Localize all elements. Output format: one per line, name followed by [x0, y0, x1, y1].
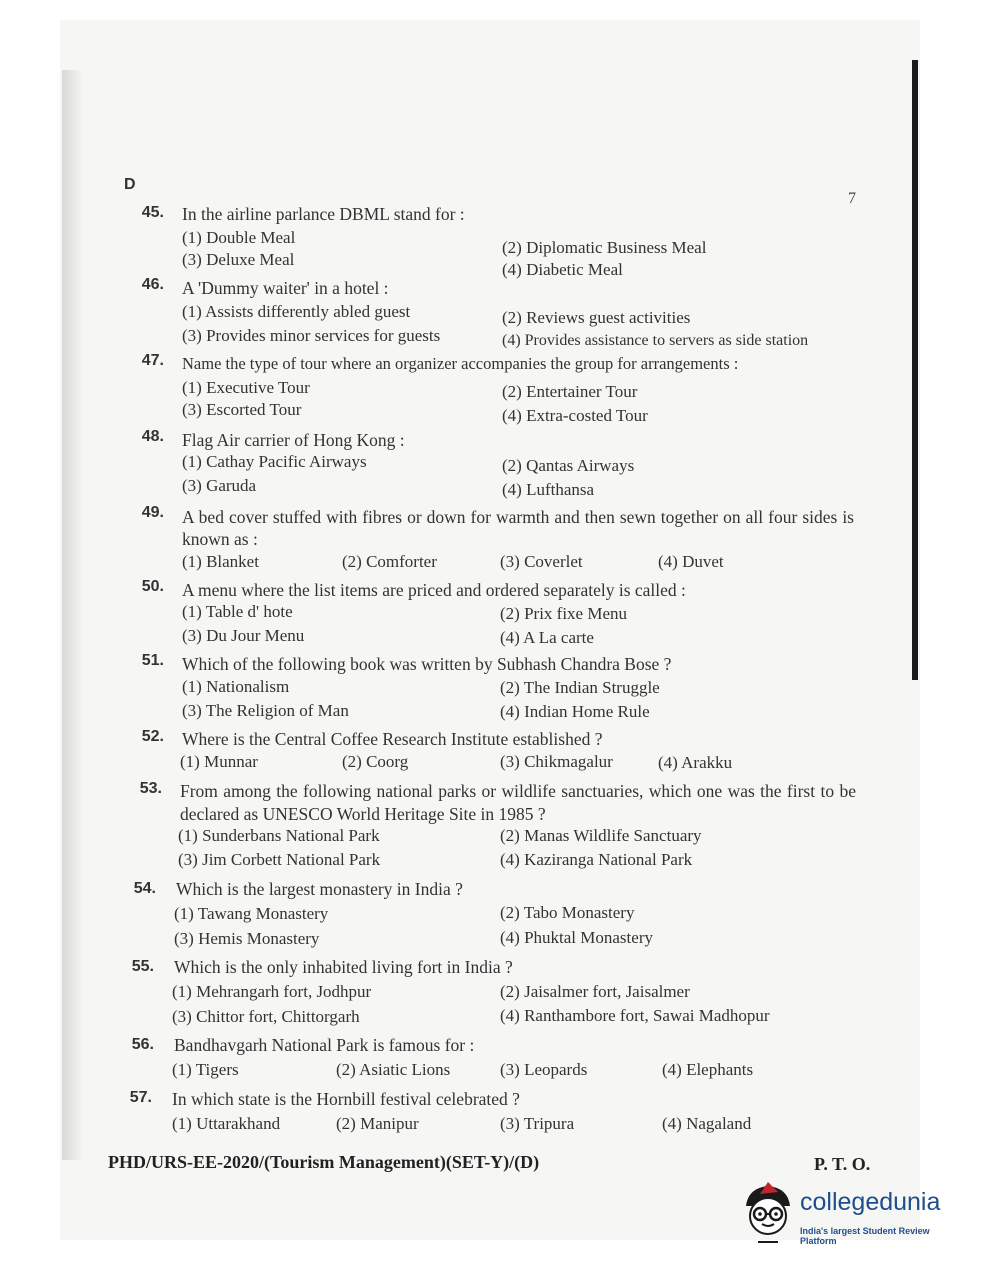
- option: (3) Tripura: [500, 1114, 575, 1133]
- option: (3) Hemis Monastery: [174, 929, 320, 948]
- question-text: Which is the largest monastery in India ?: [176, 879, 463, 899]
- option: (3) Provides minor services for guests: [182, 326, 441, 345]
- option: (3) Chikmagalur: [500, 752, 613, 771]
- question-text: Which is the only inhabited living fort in India ?: [174, 957, 513, 977]
- logo-wordmark: collegedunia: [800, 1188, 941, 1216]
- option: (4) Indian Home Rule: [500, 702, 650, 721]
- option: (4) Lufthansa: [502, 480, 595, 499]
- question-number: 52.: [141, 728, 164, 745]
- question-number: 53.: [139, 780, 162, 797]
- option: (2) Qantas Airways: [502, 456, 635, 475]
- question-number: 54.: [133, 880, 156, 897]
- question-text: Bandhavgarh National Park is famous for :: [174, 1035, 475, 1055]
- question-text: A menu where the list items are priced and ordered separately is called :: [182, 580, 686, 600]
- option: (4) A La carte: [500, 628, 594, 647]
- option: (4) Diabetic Meal: [502, 260, 623, 279]
- option: (3) Coverlet: [500, 552, 583, 571]
- option: (1) Assists differently abled guest: [182, 302, 411, 321]
- collegedunia-logo: [738, 1180, 968, 1250]
- option: (1) Executive Tour: [182, 378, 310, 397]
- option: (2) The Indian Struggle: [500, 678, 660, 697]
- option: (3) Leopards: [500, 1060, 588, 1079]
- option: (1) Munnar: [180, 752, 258, 771]
- question-number: 55.: [131, 958, 154, 975]
- option: (1) Double Meal: [182, 228, 296, 247]
- option: (4) Duvet: [658, 552, 724, 571]
- question-text: Flag Air carrier of Hong Kong :: [182, 430, 405, 450]
- option: (3) Du Jour Menu: [182, 626, 305, 645]
- option: (3) Jim Corbett National Park: [178, 850, 381, 869]
- option: (1) Tigers: [172, 1060, 239, 1079]
- option: (2) Tabo Monastery: [500, 903, 635, 922]
- mascot-icon: [738, 1180, 798, 1246]
- option: (2) Reviews guest activities: [502, 308, 691, 327]
- option: (4) Extra-costed Tour: [502, 406, 648, 425]
- option: (4) Nagaland: [662, 1114, 752, 1133]
- option: (2) Asiatic Lions: [336, 1060, 451, 1079]
- question-number: 49.: [141, 504, 164, 521]
- option: (2) Coorg: [342, 752, 409, 771]
- option: (3) Chittor fort, Chittorgarh: [172, 1007, 360, 1026]
- option: (1) Uttarakhand: [172, 1114, 281, 1133]
- question-number: 56.: [131, 1036, 154, 1053]
- exam-code: PHD/URS-EE-2020/(Tourism Management)(SET-Y)/(D): [108, 1152, 540, 1172]
- logo-tagline: India's largest Student Review Platform: [800, 1226, 930, 1246]
- option: (2) Prix fixe Menu: [500, 604, 628, 623]
- question-number: 50.: [141, 578, 164, 595]
- option: (1) Blanket: [182, 552, 259, 571]
- question-text: In the airline parlance DBML stand for :: [182, 204, 465, 224]
- option: (2) Jaisalmer fort, Jaisalmer: [500, 982, 690, 1001]
- scan-edge: [912, 60, 918, 680]
- option: (1) Cathay Pacific Airways: [182, 452, 367, 471]
- question-number: 45.: [141, 204, 164, 221]
- option: (1) Sunderbans National Park: [178, 826, 380, 845]
- question-text: A 'Dummy waiter' in a hotel :: [182, 278, 389, 298]
- option: (3) The Religion of Man: [182, 701, 349, 720]
- option: (1) Mehrangarh fort, Jodhpur: [172, 982, 372, 1001]
- option: (4) Kaziranga National Park: [500, 850, 693, 869]
- option: (4) Ranthambore fort, Sawai Madhopur: [500, 1006, 770, 1025]
- option: (1) Tawang Monastery: [174, 904, 329, 923]
- option: (3) Deluxe Meal: [182, 250, 295, 269]
- question-number: 46.: [141, 276, 164, 293]
- option: (2) Manipur: [336, 1114, 419, 1133]
- option: (4) Arakku: [658, 753, 733, 772]
- question-number: 48.: [141, 428, 164, 445]
- option: (3) Escorted Tour: [182, 400, 302, 419]
- option: (2) Entertainer Tour: [502, 382, 638, 401]
- question-text: From among the following national parks or wildlife sanctuaries, which one was the first to be declared as UNESCO World Heritage Site in 1985 ?: [180, 781, 856, 824]
- question-number: 57.: [129, 1089, 152, 1106]
- option: (2) Comforter: [342, 552, 437, 571]
- question-text: Name the type of tour where an organizer accompanies the group for arrangements :: [182, 354, 739, 373]
- question-text: In which state is the Hornbill festival celebrated ?: [172, 1089, 520, 1109]
- set-letter: D: [124, 176, 136, 193]
- option: (2) Diplomatic Business Meal: [502, 238, 707, 257]
- option: (4) Elephants: [662, 1060, 754, 1079]
- option: (3) Garuda: [182, 476, 257, 495]
- option: (2) Manas Wildlife Sanctuary: [500, 826, 702, 845]
- question-text: Where is the Central Coffee Research Institute established ?: [182, 729, 603, 749]
- question-text: Which of the following book was written by Subhash Chandra Bose ?: [182, 654, 672, 674]
- question-text: A bed cover stuffed with fibres or down for warmth and then sewn together on all four sides is known as :: [182, 507, 854, 549]
- option: (4) Phuktal Monastery: [500, 928, 653, 947]
- page-number: 7: [848, 190, 856, 207]
- question-number: 47.: [141, 352, 164, 369]
- option: (1) Table d' hote: [182, 602, 293, 621]
- pto-label: P. T. O.: [814, 1154, 871, 1174]
- option: (4) Provides assistance to servers as side station: [502, 332, 809, 349]
- scan-shadow: [62, 70, 84, 1160]
- option: (1) Nationalism: [182, 677, 290, 696]
- question-number: 51.: [141, 652, 164, 669]
